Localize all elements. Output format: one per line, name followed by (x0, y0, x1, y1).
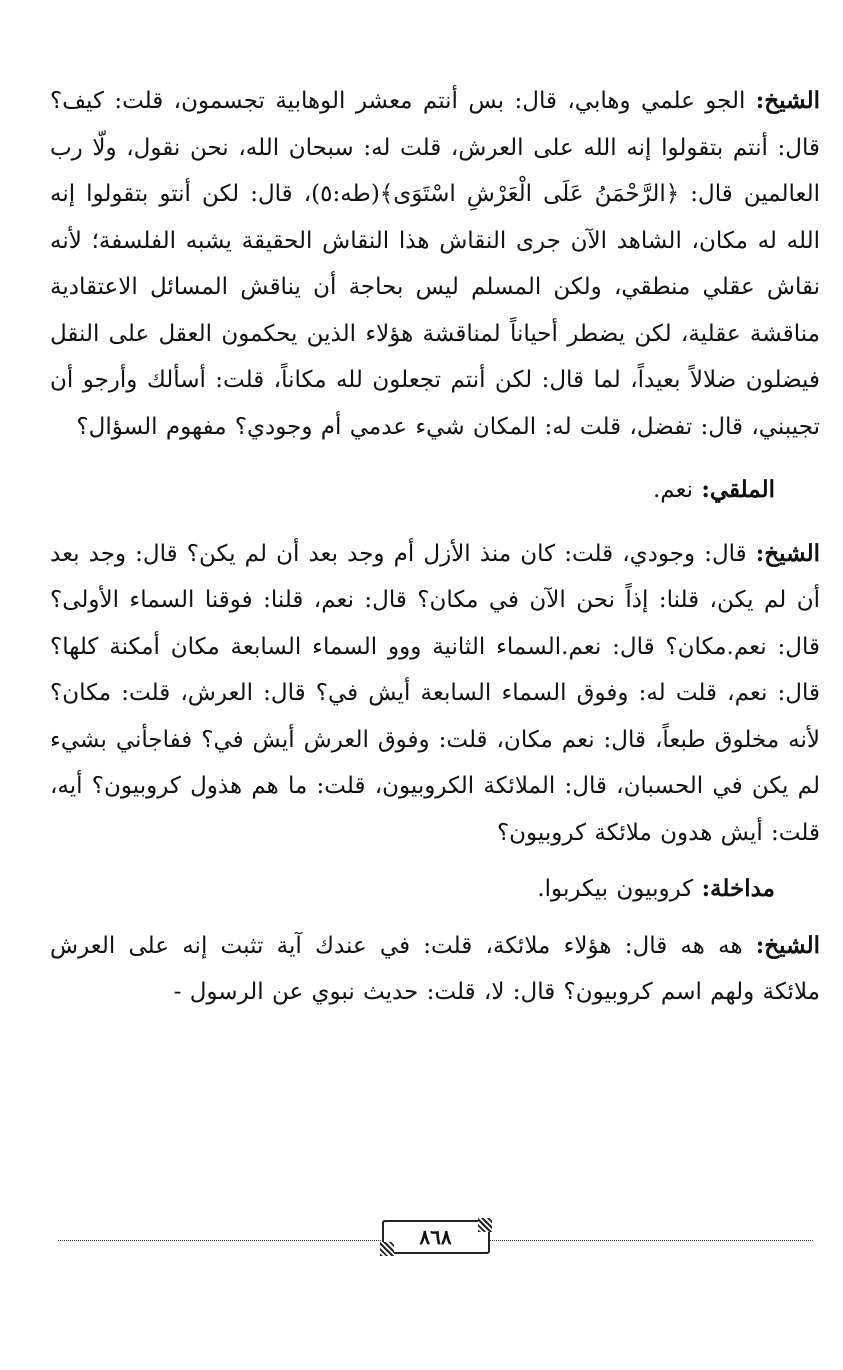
speaker-label: الملقي: (701, 476, 775, 503)
page-number-frame (382, 1220, 490, 1254)
paragraph-3 (50, 531, 820, 857)
page-footer (58, 1225, 813, 1260)
paragraph-1 (50, 78, 820, 450)
speaker-label: الشيخ: (755, 87, 820, 114)
speaker-label: الشيخ: (755, 539, 820, 567)
paragraph-text: الجو علمي وهابي، قال: بس أنتم معشر الوهابية تجسمون، قلت: كيف؟ قال: أنتم بتقولوا إنه الله على العرش، قلت له: سبحان الله، نحن نقول، ولّا رب العالمين قال: ﴿الرَّحْمَنُ عَلَى الْعَرْشِ اسْتَوَى﴾(طه:٥)، قال: لكن أنتو بتقولوا إنه الله له مكان، الشاهد الآن جرى النقاش هذا النقاش الحقيقة يشبه الفلسفة؛ لأنه نقاش عقلي منطقي، ولكن المسلم ليس بحاجة أن يناقش المسائل الاعتقادية مناقشة عقلية، لكن يضطر أحياناً لمناقشة هؤلاء الذين يحكمون العقل على النقل فيضلون ضلالاً بعيداً، لما قال: لكن أنتم تجعلون لله مكاناً، قلت: أسألك وأرجو أن تجيبني، قال: تفضل، قلت له: المكان شيء عدمي أم وجودي؟ مفهوم السؤال؟ (50, 88, 820, 440)
ornament-icon (478, 1218, 492, 1232)
ornament-icon (380, 1242, 394, 1256)
paragraph-4 (50, 866, 820, 913)
page-number: ٨٦٨ (419, 1225, 452, 1249)
paragraph-text: نعم. (652, 477, 702, 503)
speaker-label: الشيخ: (755, 931, 820, 959)
paragraph-5 (50, 923, 820, 1016)
paragraph-text: كروبيون بيكربوا. (537, 876, 702, 902)
speaker-label: مداخلة: (701, 875, 775, 902)
paragraph-2 (50, 467, 820, 514)
paragraph-text: قال: وجودي، قلت: كان منذ الأزل أم وجد بعد أن لم يكن؟ قال: وجد بعد أن لم يكن، قلنا: إذاً نحن الآن في مكان؟ قال: نعم، قلنا: فوقنا السماء الأولى؟ قال: نعم.مكان؟ قال: نعم.السماء الثانية ووو السماء السابعة مكان أمكنة كلها؟ قال: نعم، قلت له: وفوق السماء السابعة أيش في؟ قال: العرش، قلت: مكان؟ لأنه مخلوق طبعاً، قال: نعم مكان، قلت: وفوق العرش أيش في؟ ففاجأني بشيء لم يكن في الحسبان، قال: الملائكة الكروبيون، قلت: ما هم هذول كروبيون؟ أيه، قلت: أيش هدون ملائكة كروبيون؟ (50, 540, 820, 846)
paragraph-text: هه هه قال: هؤلاء ملائكة، قلت: في عندك آية تثبت إنه على العرش ملائكة ولهم اسم كروبيون؟ قال: لا، قلت: حديث نبوي عن الرسول - (50, 932, 820, 1005)
document-page (50, 78, 820, 1016)
